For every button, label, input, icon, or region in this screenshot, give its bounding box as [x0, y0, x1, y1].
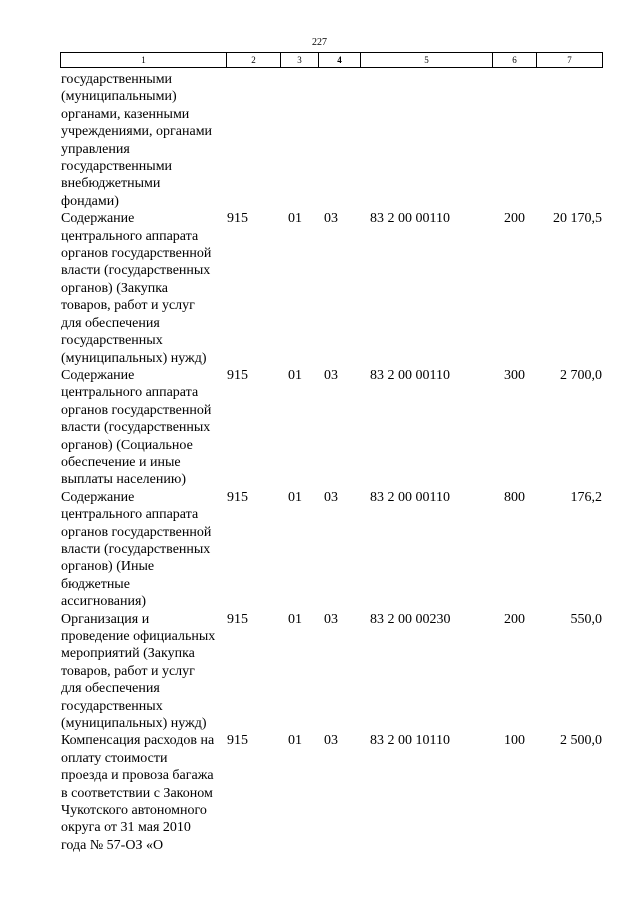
section-code-cell: 01 — [288, 611, 302, 627]
header-cell-3: 3 — [281, 53, 319, 68]
section-code-cell: 01 — [288, 367, 302, 383]
header-cell-7: 7 — [537, 53, 603, 68]
table-row — [60, 210, 602, 367]
column-number-header — [60, 52, 603, 68]
target-article-cell: 83 2 00 00230 — [370, 611, 451, 627]
target-article-cell: 83 2 00 10110 — [370, 733, 450, 749]
section-code-cell: 01 — [288, 489, 302, 505]
ministry-code-cell: 915 — [227, 367, 248, 383]
row-name-cell: Содержание центрального аппарата органов государственной власти (государственных органов) (Социальное обеспечение и иные выплаты населению) — [61, 367, 212, 488]
target-article-cell: 83 2 00 00110 — [370, 489, 450, 505]
subsection-code-cell: 03 — [324, 611, 338, 627]
row-name-cell: Содержание центрального аппарата органов государственной власти (государственных органов) (Закупка товаров, работ и услуг для обеспечения государственных (муниципальных) нужд) — [61, 211, 212, 366]
ministry-code-cell — [226, 71, 280, 210]
subsection-code-cell — [318, 71, 360, 210]
target-article-cell: 83 2 00 00110 — [370, 367, 450, 383]
table-row — [60, 71, 602, 210]
amount-cell: 550,0 — [570, 611, 602, 627]
section-code-cell: 01 — [288, 211, 302, 227]
expense-type-cell: 300 — [504, 367, 525, 383]
subsection-code-cell: 03 — [324, 733, 338, 749]
header-cell-2: 2 — [227, 53, 281, 68]
amount-cell: 2 500,0 — [560, 733, 602, 749]
budget-table — [60, 71, 602, 854]
section-code-cell — [280, 71, 318, 210]
table-row — [60, 489, 602, 611]
ministry-code-cell: 915 — [227, 733, 248, 749]
header-cell-4: 4 — [319, 53, 361, 68]
page-number: 227 — [312, 37, 327, 48]
header-cell-6: 6 — [493, 53, 537, 68]
table-row — [60, 367, 602, 489]
table-row — [60, 611, 602, 733]
header-cell-5: 5 — [361, 53, 493, 68]
target-article-cell: 83 2 00 00110 — [370, 211, 450, 227]
amount-cell: 176,2 — [570, 489, 602, 505]
section-code-cell: 01 — [288, 733, 302, 749]
table-row — [60, 732, 602, 854]
row-name-cell: Содержание центрального аппарата органов государственной власти (государственных органов) (Иные бюджетные ассигнования) — [61, 489, 212, 610]
expense-type-cell: 200 — [504, 211, 525, 227]
ministry-code-cell: 915 — [227, 211, 248, 227]
subsection-code-cell: 03 — [324, 367, 338, 383]
amount-cell — [536, 71, 602, 210]
expense-type-cell: 100 — [504, 733, 525, 749]
expense-type-cell — [492, 71, 536, 210]
row-name-cell: государственными (муниципальными) органами, казенными учреждениями, органами управления государственными внебюджетными фондами) — [61, 72, 213, 209]
target-article-cell — [360, 71, 492, 210]
subsection-code-cell: 03 — [324, 211, 338, 227]
ministry-code-cell: 915 — [227, 611, 248, 627]
amount-cell: 20 170,5 — [553, 211, 602, 227]
header-cell-1: 1 — [61, 53, 227, 68]
subsection-code-cell: 03 — [324, 489, 338, 505]
row-name-cell: Компенсация расходов на оплату стоимости проезда и провоза багажа в соответствии с Законом Чукотского автономного округа от 31 мая 2010 года № 57-ОЗ «О — [61, 733, 215, 853]
expense-type-cell: 800 — [504, 489, 525, 505]
amount-cell: 2 700,0 — [560, 367, 602, 383]
ministry-code-cell: 915 — [227, 489, 248, 505]
row-name-cell: Организация и проведение официальных мероприятий (Закупка товаров, работ и услуг для обеспечения государственных (муниципальных) нужд) — [61, 611, 216, 732]
expense-type-cell: 200 — [504, 611, 525, 627]
